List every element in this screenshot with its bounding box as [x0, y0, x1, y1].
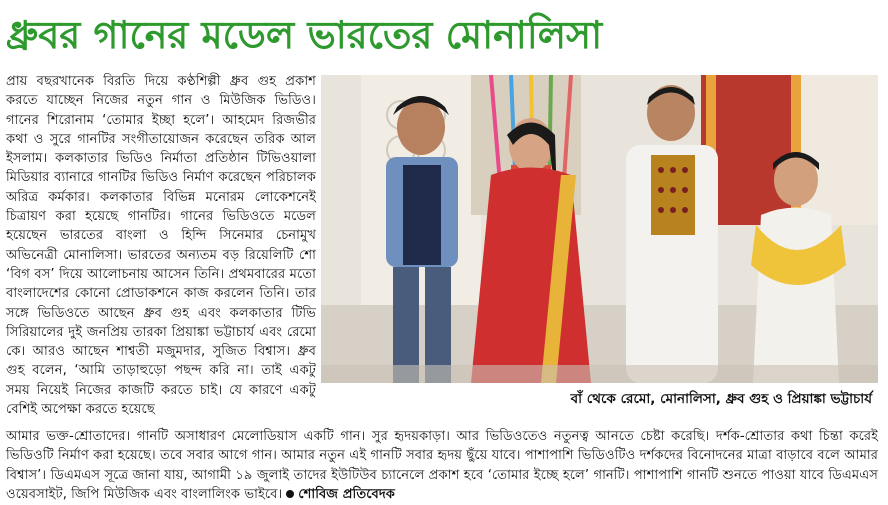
article-photo	[321, 75, 878, 383]
photo-caption: বাঁ থেকে রেমো, মোনালিসা, ধ্রুব গুহ ও প্রিয়াঙ্কা ভট্টাচার্য	[570, 391, 872, 407]
article-body-column	[6, 72, 316, 419]
bottom-text: আমার ভক্ত-শ্রোতাদের। গানটি অসাধারণ মেলোডিয়াস একটি গান। সুর হৃদয়কাড়া। আর ভিডিওতেও নতুনত্ব আনতে চেষ্টা করেছি। দর্শক-শ্রোতার কথা চিন্তা করেই ভিডিওটি নির্মাণ করা হয়েছে। তবে সবার আগে গান। আমার নতুন এই গানটি সবার হৃদয় ছুঁয়ে যাবে। পাশাপাশি ভিডিওটিও দর্শকদের বিনোদনের মাত্রা বাড়াবে বলে আমার বিশ্বাস’। ডিএমএস সূত্রে জানা যায়, আগামী ১৯ জুলাই তাদের ইউটিউব চ্যানেলে প্রকাশ হবে ‘তোমার ইচ্ছে হলে’ গানটি। পাশাপাশি গানটি শুনতে পাওয়া যাবে ডিএমএস ওয়েবসাইট, জিপি মিউজিক এবং বাংলালিংক ভাইবে।	[6, 429, 878, 503]
byline: শোবিজ প্রতিবেদক	[298, 487, 396, 503]
headline: ধ্রুবর গানের মডেল ভারতের মোনালিসা	[6, 13, 603, 57]
article-body-bottom	[6, 427, 878, 505]
byline-dot-icon	[286, 490, 294, 498]
article-paragraph: প্রায় বছরখানেক বিরতি দিয়ে কণ্ঠশিল্পী ধ্রুব গুহ প্রকাশ করতে যাচ্ছেন নিজের নতুন গান ও মিউজিক ভিডিও। গানের শিরোনাম ‘তোমার ইচ্ছা হলে’। আহমেদ রিজভীর কথা ও সুরে গানটির সংগীতায়োজন করেছেন তরিক আল ইসলাম। কলকাতার ভিডিও নির্মাতা প্রতিষ্ঠান টিভিওয়ালা মিডিয়ার ব্যানারে গানটির ভিডিও নির্মাণ করেছেন পরিচালক অরিত্র কর্মকার। কলকাতার বিভিন্ন মনোরম লোকেশনেই চিত্রায়ণ করা হয়েছে গানটির। গানের ভিডিওতে মডেল হয়েছেন ভারতের বাংলা ও হিন্দি সিনেমার চেনামুখ অভিনেত্রী মোনালিসা। ভারতের অন্যতম বড় রিয়েলিটি শো ‘বিগ বস’ দিয়ে আলোচনায় আসেন তিনি। প্রথমবারের মতো বাংলাদেশের কোনো প্রোডাকশনে কাজ করলেন তিনি। তার সঙ্গে ভিডিওতে আছেন ধ্রুব গুহ এবং কলকাতার টিভি সিরিয়ালের দুই জনপ্রিয় তারকা প্রিয়াঙ্কা ভট্টাচার্য এবং রেমো কে। আরও আছেন শাশ্বতী মজুমদার, সুজিত বিশ্বাস। ধ্রুব গুহ বলেন, ‘আমি তাড়াহুড়ো পছন্দ করি না। তাই একটু সময় নিয়েই নিজের কাজটি করতে চাই। যে কারণে একটু বেশিই অপেক্ষা করতে হয়েছে	[6, 74, 316, 418]
photo-illustration	[321, 75, 878, 383]
article-paragraph-bottom	[6, 427, 878, 505]
